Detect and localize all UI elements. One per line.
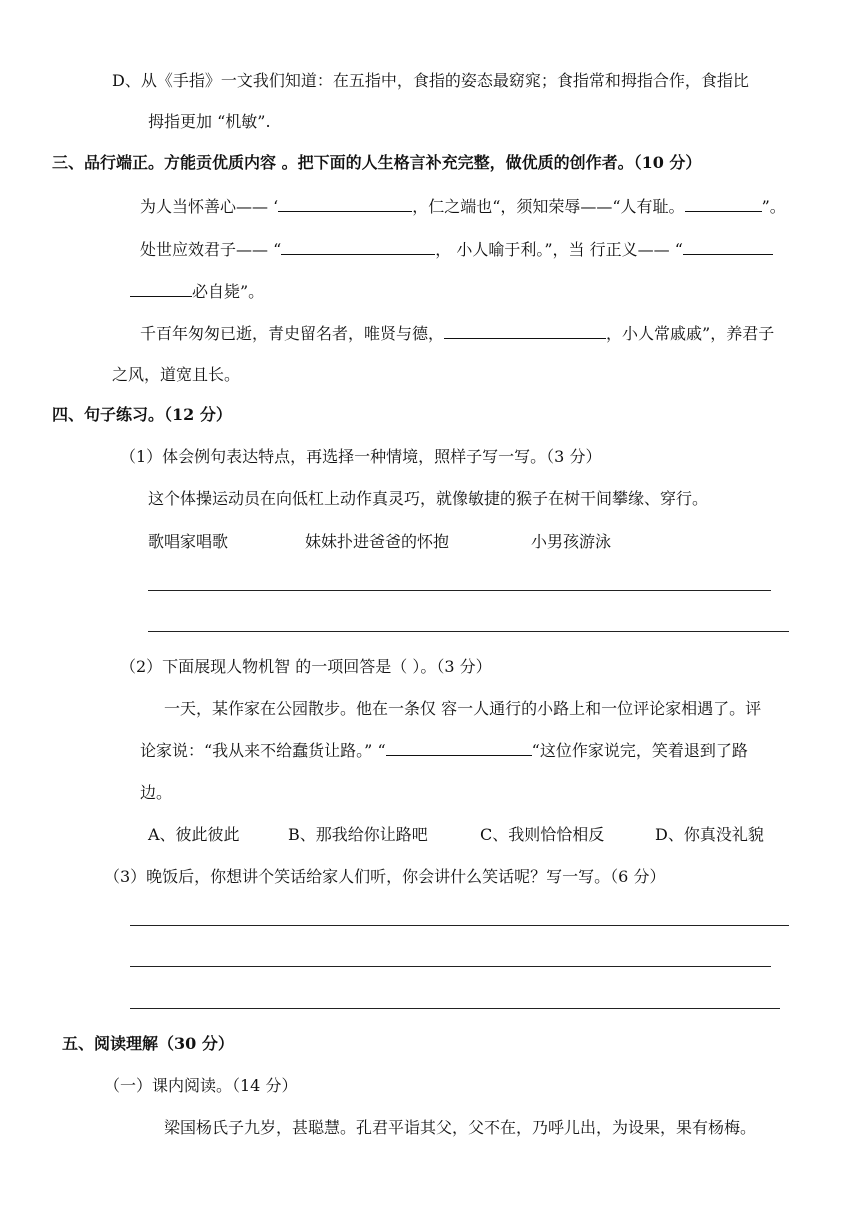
question-3: （3）晚饭后，你想讲个笑话给家人们听，你会讲什么笑话呢？写一写。（6 分）	[104, 867, 666, 886]
subsection-1-heading: （一）课内阅读。（14 分）	[104, 1076, 298, 1095]
option-d-line1: D、从《手指》一文我们知道：在五指中，食指的姿态最窈窕；食指常和拇指合作，食指比	[112, 71, 749, 90]
scenario-option-1: 歌唱家唱歌	[148, 532, 229, 551]
choice-a[interactable]: A、彼此彼此	[148, 825, 240, 844]
choice-d[interactable]: D、你真没礼貌	[655, 825, 764, 844]
maxim-2-prefix: 处世应效君子—— “	[140, 240, 282, 259]
reading-text-line-1: 梁国杨氏子九岁，甚聪慧。孔君平诣其父，父不在，乃呼儿出，为设果，果有杨梅。	[164, 1118, 757, 1137]
maxim-1-prefix: 为人当怀善心—— ‘	[140, 197, 279, 216]
maxim-row-1	[140, 196, 786, 218]
section-4-heading: 四、句子练习。（12 分）	[52, 405, 232, 424]
maxim-4-blank-end[interactable]	[130, 281, 192, 297]
answer-line-q3-3[interactable]	[130, 1008, 780, 1009]
maxim-4-blank-start[interactable]	[683, 239, 773, 255]
maxim-row-2	[140, 239, 773, 261]
maxim-1-blank[interactable]	[278, 196, 412, 212]
answer-line-q3-1[interactable]	[130, 925, 789, 926]
question-1: （1）体会例句表达特点，再选择一种情境，照样子写一写。（3 分）	[120, 447, 602, 466]
passage-line-2	[140, 740, 748, 762]
maxim-1-middle: ，仁之端也“，须知荣辱——“人有耻。	[412, 197, 685, 216]
maxim-2-middle: ， 小人喻于利。”，当 行正义—— “	[435, 240, 683, 259]
choice-b[interactable]: B、那我给你让路吧	[288, 825, 428, 844]
maxim-4-prefix: 千百年匆匆已逝，青史留名者，唯贤与德，	[140, 324, 445, 343]
answer-line-q1-1[interactable]	[148, 590, 771, 591]
passage-line-3: 边。	[140, 783, 173, 802]
section-3-heading: 三、品行端正。方能贡优质内容 。把下面的人生格言补充完整，做优质的创作者。（10 分）	[52, 153, 702, 172]
example-sentence: 这个体操运动员在向低杠上动作真灵巧，就像敏捷的猴子在树干间攀缘、穿行。	[148, 489, 709, 508]
scenario-option-2: 妹妹扑进爸爸的怀抱	[305, 532, 450, 551]
answer-line-q1-2[interactable]	[148, 631, 789, 632]
question-2: （2）下面展现人物机智 的一项回答是（ ）。（3 分）	[120, 657, 492, 676]
passage-blank[interactable]	[386, 740, 532, 756]
maxim-row-5: 之风，道宽且长。	[112, 365, 241, 384]
passage-line-2-end: “这位作家说完，笑着退到了路	[531, 741, 748, 760]
maxim-2-blank[interactable]	[685, 196, 762, 212]
maxim-3-blank[interactable]	[281, 239, 435, 255]
maxim-4-end: ，小人常戚戚”，养君子	[606, 324, 775, 343]
option-d-line2: 拇指更加 “机敏”.	[148, 112, 271, 131]
passage-line-2-start: 论家说：“我从来不给蠢货让路。” “	[140, 741, 386, 760]
maxim-3-end: 必自毙”。	[192, 282, 265, 301]
answer-line-q3-2[interactable]	[130, 966, 771, 967]
section-5-heading: 五、阅读理解（30 分）	[62, 1034, 234, 1053]
maxim-5-blank[interactable]	[444, 323, 606, 339]
maxim-1-end: ”。	[761, 197, 786, 216]
passage-line-1: 一天，某作家在公园散步。他在一条仅 容一人通行的小路上和一位评论家相遇了。评	[164, 699, 762, 718]
maxim-row-4	[140, 323, 774, 345]
maxim-row-3	[130, 281, 264, 303]
choice-c[interactable]: C、我则恰恰相反	[480, 825, 605, 844]
scenario-option-3: 小男孩游泳	[531, 532, 612, 551]
